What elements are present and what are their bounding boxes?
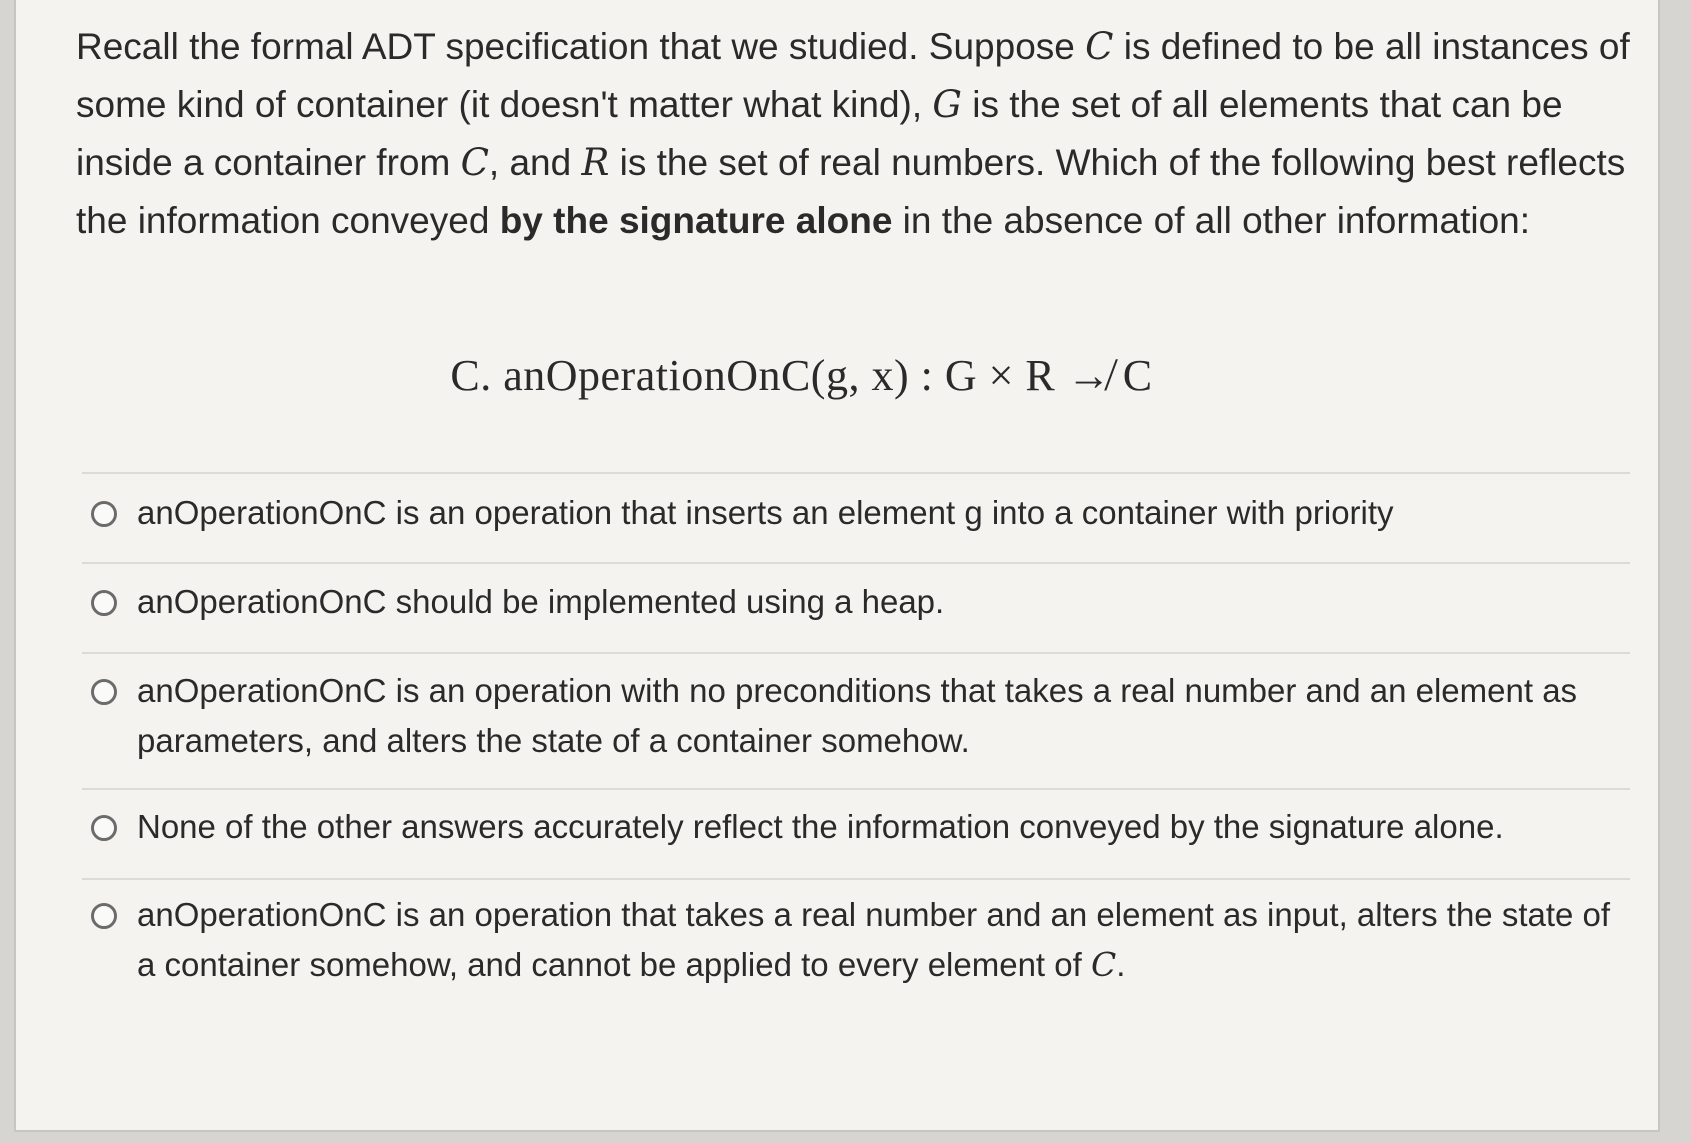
answer-option-1[interactable]: [91, 488, 1651, 538]
question-prompt: [76, 18, 1646, 250]
prompt-emphasis: by the signature alone: [499, 200, 893, 241]
prompt-text: , and: [488, 142, 582, 183]
answer-option-2[interactable]: [91, 577, 1651, 627]
prompt-text: is the set of all elements that can be inside a container from: [76, 84, 1563, 183]
radio-button[interactable]: [91, 903, 117, 929]
radio-button[interactable]: [91, 501, 117, 527]
option-label: anOperationOnC is an operation with no preconditions that takes a real number and an element as parameters, and alters the state of a container somehow.: [137, 672, 1578, 759]
prompt-text: is defined to be all instances of some kind of container (it doesn't matter what kind),: [76, 26, 1630, 125]
divider: [82, 878, 1630, 880]
signature-formula: [16, 350, 1691, 401]
answer-option-3[interactable]: [91, 666, 1651, 766]
divider: [82, 472, 1630, 474]
prompt-text: Recall the formal ADT specification that we studied. Suppose: [76, 26, 1086, 67]
formula-text: C. anOperationOnC(g, x) : G × R ↛ C: [450, 351, 1153, 400]
option-label: anOperationOnC should be implemented using a heap.: [137, 583, 945, 620]
radio-button[interactable]: [91, 679, 117, 705]
question-panel: [14, 0, 1660, 1132]
divider: [82, 562, 1630, 564]
var-r: R: [581, 141, 610, 184]
var-c: C: [1090, 945, 1117, 984]
option-text: .: [1116, 946, 1126, 983]
radio-button[interactable]: [91, 815, 117, 841]
var-c: C: [460, 141, 489, 184]
option-label: [137, 890, 1617, 990]
var-c: C: [1085, 25, 1114, 68]
option-label: None of the other answers accurately reflect the information conveyed by the signature alone.: [137, 808, 1504, 845]
answer-option-5[interactable]: [91, 890, 1651, 990]
radio-button[interactable]: [91, 590, 117, 616]
var-g: G: [932, 83, 962, 126]
answer-option-4[interactable]: [91, 802, 1651, 852]
divider: [82, 788, 1630, 790]
option-text: anOperationOnC is an operation that takes a real number and an element as input, alters the state of a container somehow, and cannot be applied to every element of: [137, 896, 1611, 983]
option-label: anOperationOnC is an operation that inserts an element g into a container with priority: [137, 494, 1394, 531]
prompt-text: is the set of real numbers. Which of the following best reflects the information conveyed: [76, 142, 1626, 241]
divider: [82, 652, 1630, 654]
prompt-text: in the absence of all other information:: [892, 200, 1531, 241]
